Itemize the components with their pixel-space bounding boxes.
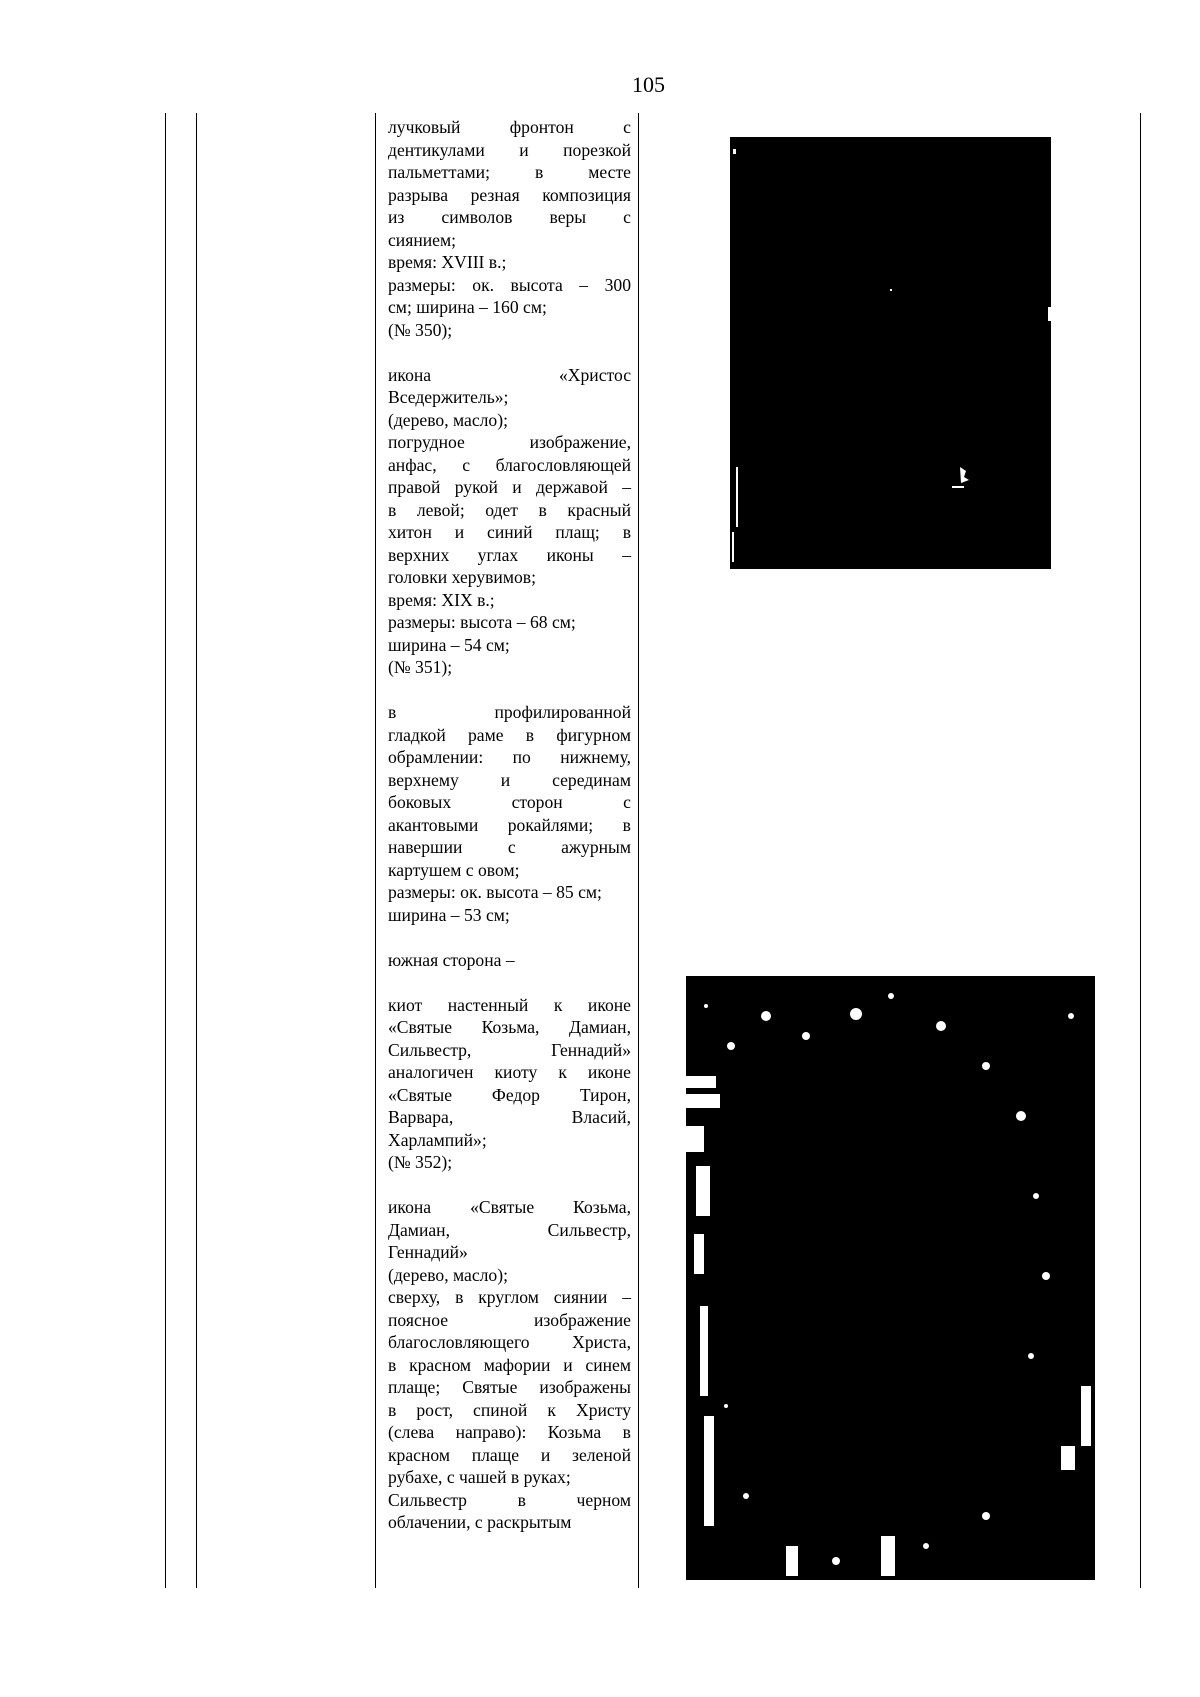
text-line: Геннадий» (388, 1242, 468, 1262)
text-line: размеры: высота – 68 см; (388, 612, 576, 632)
text-line: сверху, в круглом сиянии – (388, 1287, 631, 1307)
text-line: «Святые Козьма, Дамиан, (388, 1017, 631, 1037)
entry-block (388, 116, 631, 341)
text-line: икона «Христос (388, 364, 631, 385)
text-line: Харлампий»; (388, 1129, 487, 1150)
text-line: икона «Святые Козьма, (388, 1197, 631, 1217)
text-line: головки херувимов; (388, 567, 536, 587)
table-column-divider-3 (638, 113, 639, 1588)
text-line: (слева направо): Козьма в (388, 1422, 631, 1442)
text-line: пальметтами; в месте (388, 162, 631, 182)
text-line: рубахе, с чашей в руках; (388, 1467, 571, 1487)
text-line: южная сторона – (388, 949, 515, 970)
text-line: верхних углах иконы – (388, 544, 631, 565)
page-number: 105 (632, 72, 665, 97)
text-line: в красном мафории и синем (388, 1354, 631, 1375)
text-line: боковых сторон с (388, 792, 631, 812)
text-line: гладкой раме в фигурном (388, 724, 631, 745)
text-line: навершии с ажурным (388, 837, 631, 857)
text-line: ширина – 54 см; (388, 634, 510, 655)
description-column (388, 116, 631, 1556)
text-line: в профилированной (388, 702, 631, 722)
text-line: см; ширина – 160 см; (388, 297, 547, 317)
text-line: «Святые Федор Тирон, (388, 1084, 631, 1105)
text-line: сиянием; (388, 229, 456, 250)
text-line: (№ 350); (388, 319, 453, 340)
icon-photo-christ-pantocrator (730, 137, 1051, 569)
text-line: дентикулами и порезкой (388, 139, 631, 160)
table-column-divider-2 (375, 113, 376, 1588)
icon-photo-carved-frame (686, 976, 1095, 1580)
text-line: в левой; одет в красный (388, 499, 631, 520)
text-line: (№ 352); (388, 1152, 453, 1172)
text-line: (дерево, масло); (388, 409, 508, 430)
text-line: Сильвестр в черном (388, 1489, 631, 1510)
text-line: правой рукой и державой – (388, 477, 631, 497)
text-line: красном плаще и зеленой (388, 1444, 631, 1465)
text-line: картушем с овом; (388, 859, 520, 880)
text-line: размеры: ок. высота – 85 см; (388, 882, 602, 902)
text-line: плаще; Святые изображены (388, 1377, 631, 1397)
table-column-divider-1 (196, 113, 197, 1588)
text-line: размеры: ок. высота – 300 (388, 274, 631, 295)
text-line: разрыва резная композиция (388, 184, 631, 205)
text-line: аналогичен киоту к иконе (388, 1062, 631, 1082)
text-line: Дамиан, Сильвестр, (388, 1219, 631, 1240)
entry-block (388, 364, 631, 679)
text-line: акантовыми рокайлями; в (388, 814, 631, 835)
text-line: в рост, спиной к Христу (388, 1399, 631, 1420)
text-line: Варвара, Власий, (388, 1107, 631, 1127)
text-line: время: XIX в.; (388, 589, 495, 610)
text-line: лучковый фронтон с (388, 117, 631, 137)
text-line: облачении, с раскрытым (388, 1512, 572, 1532)
entry-block (388, 994, 631, 1174)
text-line: киот настенный к иконе (388, 994, 631, 1015)
text-line: время: XVIII в.; (388, 252, 507, 272)
text-line: благословляющего Христа, (388, 1332, 631, 1352)
text-line: Вседержитель»; (388, 387, 509, 407)
entry-block (388, 701, 631, 926)
text-line: Сильвестр, Геннадий» (388, 1039, 631, 1060)
text-line: верхнему и серединам (388, 769, 631, 790)
table-border-right (1140, 113, 1141, 1588)
entry-block (388, 949, 631, 972)
text-line: из символов веры с (388, 207, 631, 227)
text-line: поясное изображение (388, 1309, 631, 1330)
text-line: хитон и синий плащ; в (388, 522, 631, 542)
text-line: анфас, с благословляющей (388, 454, 631, 475)
text-line: погрудное изображение, (388, 432, 631, 452)
text-line: ширина – 53 см; (388, 904, 510, 925)
table-border-left (165, 113, 166, 1588)
text-line: обрамлении: по нижнему, (388, 747, 631, 767)
text-line: (дерево, масло); (388, 1264, 508, 1285)
text-line: (№ 351); (388, 657, 453, 677)
entry-block (388, 1196, 631, 1534)
